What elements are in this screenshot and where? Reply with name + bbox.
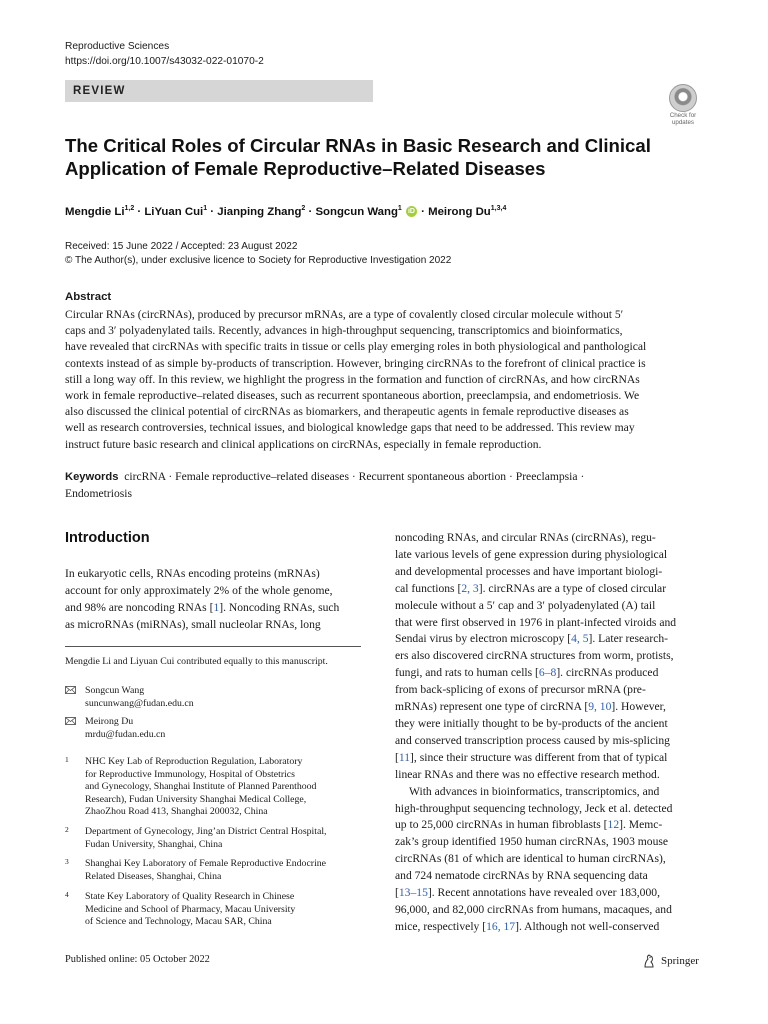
keywords-line-2: Endometriosis bbox=[65, 486, 132, 500]
abstract-body bbox=[65, 307, 701, 453]
text-line: high-throughput sequencing technology, Jeck et al. detected bbox=[395, 801, 673, 815]
abstract-heading: Abstract bbox=[65, 291, 112, 303]
contact-email[interactable]: suncunwang@fudan.edu.cn bbox=[85, 697, 194, 709]
citation-link[interactable]: 1 bbox=[213, 600, 220, 614]
mail-icon bbox=[65, 717, 76, 725]
text-line: mice, respectively [16, 17]. Although not well-conserved bbox=[395, 919, 660, 933]
journal-name: Reproductive Sciences bbox=[65, 41, 170, 52]
affiliation-2 bbox=[65, 826, 361, 852]
text-line: from back-splicing of exons of precursor mRNA (pre- bbox=[395, 683, 646, 697]
citation-link[interactable]: 9, 10 bbox=[588, 700, 612, 714]
mail-icon bbox=[65, 686, 76, 694]
text-line: and developmental processes and have important biologi- bbox=[395, 564, 663, 578]
paragraph bbox=[395, 784, 702, 936]
affiliation-number: 4 bbox=[65, 890, 69, 899]
journal-header bbox=[65, 39, 264, 69]
text-line: and conserved transcription process caused by mis-splicing bbox=[395, 733, 670, 747]
affiliation-line: ZhaoZhou Road 413, Shanghai 200032, China bbox=[85, 806, 268, 817]
text-line: ers also discovered circRNA structures from worm, protists, bbox=[395, 649, 674, 663]
abstract-line: caps and 3′ polyadenylated tails. Recently, advances in high-throughput sequencing, transcriptomics and bioinformatics, bbox=[65, 324, 623, 338]
citation-link[interactable]: 16, 17 bbox=[486, 919, 516, 933]
keywords-line-1: circRNA · Female reproductive–related diseases · Recurrent spontaneous abortion · Preeclampsia · bbox=[124, 470, 585, 483]
affiliation-line: Fudan University, Shanghai, China bbox=[85, 838, 223, 850]
citation-link[interactable]: 13–15 bbox=[398, 886, 428, 900]
affiliation-line: and Gynecology, Shanghai Institute of Planned Parenthood bbox=[85, 781, 317, 792]
text-line: [13–15]. Recent annotations have revealed over 183,000, bbox=[395, 886, 660, 900]
article-dates bbox=[65, 240, 565, 268]
section-label: REVIEW bbox=[65, 80, 373, 102]
abstract-line: work in female reproductive–related diseases, such as recurrent spontaneous abortion, preeclampsia, and endometriosis. We bbox=[65, 389, 640, 403]
contact-email[interactable]: mrdu@fudan.edu.cn bbox=[85, 728, 166, 740]
article-title bbox=[65, 134, 685, 180]
author-name[interactable]: Meirong Du bbox=[428, 205, 491, 218]
author-separator: · bbox=[207, 205, 218, 218]
affiliation-number: 3 bbox=[65, 857, 69, 866]
citation-link[interactable]: 4, 5 bbox=[571, 632, 589, 646]
text-line: In eukaryotic cells, RNAs encoding proteins (mRNAs) bbox=[65, 567, 320, 580]
abstract-line: contexts instead of as simple by-products of transcription. However, bringing circRNAs to the forefront of clinical practice is bbox=[65, 356, 646, 370]
text-line: Sendai virus by electron microscopy [4, 5]. Later research- bbox=[395, 632, 669, 646]
affiliation-line: Shanghai Key Laboratory of Female Reproductive Endocrine bbox=[85, 858, 327, 869]
author-separator: · bbox=[305, 205, 316, 218]
text-line: With advances in bioinformatics, transcriptomics, and bbox=[409, 784, 660, 798]
affiliation-line: Related Diseases, Shanghai, China bbox=[85, 870, 222, 882]
text-line: fungi, and rats to human cells [6–8]. circRNAs produced bbox=[395, 666, 659, 680]
abstract-line: also discussed the clinical potential of circRNAs as biomarkers, and therapeutic agents in female reproductive diseases as bbox=[65, 405, 629, 419]
text-line: that were first observed in 1976 in plant-infected viroids and bbox=[395, 615, 677, 629]
text-line: zak’s group identified 1950 human circRNAs, 1903 mouse bbox=[395, 835, 669, 849]
title-line-1: The Critical Roles of Circular RNAs in Basic Research and Clinical bbox=[65, 135, 651, 156]
affiliation-number: 2 bbox=[65, 825, 69, 834]
received-accepted: Received: 15 June 2022 / Accepted: 23 August 2022 bbox=[65, 241, 298, 252]
abstract-line: well as research controversies, technical issues, and biological knowledge gaps that need to be addressed. This review may bbox=[65, 421, 635, 435]
text-line: 96,000, and 82,000 circRNAs from humans, macaques, and bbox=[395, 902, 672, 916]
author-affiliation: 1 bbox=[203, 205, 208, 212]
text-line: circRNAs (81 of which are identical to human circRNAs), bbox=[395, 852, 666, 866]
author-affiliation: 1,3,4 bbox=[490, 205, 507, 212]
title-line-2: Application of Female Reproductive–Related Diseases bbox=[65, 158, 546, 179]
text-line: late various levels of gene expression during physiological bbox=[395, 547, 668, 561]
author-affiliation: 2 bbox=[301, 205, 306, 212]
intro-right-text bbox=[395, 530, 702, 936]
affiliation-line: NHC Key Lab of Reproduction Regulation, Laboratory bbox=[85, 756, 303, 767]
affiliation-1 bbox=[65, 756, 361, 820]
author-name[interactable]: Jianping Zhang bbox=[217, 205, 302, 218]
contact-name: Meirong Du bbox=[85, 716, 134, 727]
affiliation-line: of Science and Technology, Macau SAR, China bbox=[85, 916, 272, 927]
citation-link[interactable]: 2, 3 bbox=[461, 581, 479, 595]
abstract-line: still a long way off. In this review, we highlight the progress in the formation and function of circRNAs, and how circRNAs bbox=[65, 372, 640, 386]
intro-left-text bbox=[65, 566, 361, 634]
citation-link[interactable]: 6–8 bbox=[538, 666, 557, 680]
paragraph bbox=[395, 530, 702, 784]
springer-horse-icon bbox=[641, 953, 657, 969]
text-line: as microRNAs (miRNAs), small nucleolar RNAs, long bbox=[65, 617, 321, 631]
text-line: and 98% are noncoding RNAs [1]. Noncoding RNAs, such bbox=[65, 600, 340, 614]
contact-meirong-du bbox=[65, 716, 361, 742]
check-updates-icon bbox=[669, 84, 697, 112]
text-line: mRNAs) represent one type of circRNA [9, 10]. However, bbox=[395, 700, 666, 714]
affiliation-3 bbox=[65, 858, 361, 884]
equal-contribution-note: Mengdie Li and Liyuan Cui contributed equally to this manuscript. bbox=[65, 656, 328, 667]
text-line: they were initially thought to be by-products of the ancient bbox=[395, 716, 668, 730]
text-line: [11], since their structure was different from that of typical bbox=[395, 750, 668, 764]
citation-link[interactable]: 12 bbox=[607, 818, 620, 832]
abstract-line: instruct future basic research and clinical applications on circRNAs, especially in female reproduction. bbox=[65, 437, 542, 451]
affiliation-number: 1 bbox=[65, 755, 69, 764]
text-line: molecule without a 5′ cap and 3′ polyadenylated (A) tail bbox=[395, 598, 656, 612]
affiliation-line: Department of Gynecology, Jing’an District Central Hospital, bbox=[85, 826, 327, 837]
author-name[interactable]: Songcun Wang bbox=[315, 205, 398, 218]
author-list bbox=[65, 201, 705, 220]
badge-label: Check for updates bbox=[669, 112, 697, 126]
citation-link[interactable]: 11 bbox=[398, 750, 411, 764]
orcid-icon[interactable]: iD bbox=[407, 208, 415, 216]
affiliation-line: for Reproductive Immunology, Hospital of Obstetrics bbox=[85, 768, 295, 780]
author-separator: · bbox=[417, 205, 429, 218]
text-line: up to 25,000 circRNAs in human fibroblasts [12]. Memc- bbox=[395, 818, 663, 832]
text-line: noncoding RNAs, and circular RNAs (circRNAs), regu- bbox=[395, 531, 656, 544]
keywords bbox=[65, 469, 701, 501]
author-affiliation: 1 bbox=[397, 205, 402, 212]
author-name[interactable]: LiYuan Cui bbox=[144, 205, 204, 218]
publisher-name: Springer bbox=[661, 955, 699, 967]
abstract-line: have revealed that circRNAs with specific traits in tissue or cells play emerging roles in both physiological and panthological bbox=[65, 340, 647, 354]
keywords-label: Keywords bbox=[65, 471, 119, 483]
copyright: © The Author(s), under exclusive licence to Society for Reproductive Investigation 2022 bbox=[65, 255, 452, 266]
abstract-line: Circular RNAs (circRNAs), produced by precursor mRNAs, are a type of covalently closed circular molecule without 5′ bbox=[65, 308, 624, 321]
check-for-updates-badge[interactable] bbox=[664, 84, 702, 124]
text-line: account for only approximately 2% of the whole genome, bbox=[65, 583, 333, 597]
text-line: and 724 nematode circRNAs by RNA sequencing data bbox=[395, 869, 648, 883]
publisher-logo bbox=[641, 953, 699, 969]
contact-songcun-wang bbox=[65, 685, 361, 711]
text-line: cal functions [2, 3]. circRNAs are a type of closed circular bbox=[395, 581, 667, 595]
footnote-divider bbox=[65, 646, 361, 647]
affiliation-4 bbox=[65, 891, 361, 929]
author-affiliation: 1,2 bbox=[124, 205, 135, 212]
published-date: Published online: 05 October 2022 bbox=[65, 954, 210, 965]
doi-link[interactable]: https://doi.org/10.1007/s43032-022-01070-2 bbox=[65, 56, 264, 67]
author-separator: · bbox=[134, 205, 145, 218]
contact-name: Songcun Wang bbox=[85, 685, 145, 696]
author-name[interactable]: Mengdie Li bbox=[65, 205, 125, 218]
text-line: linear RNAs and there was no effective research method. bbox=[395, 767, 660, 781]
affiliation-line: Medicine and School of Pharmacy, Macau University bbox=[85, 903, 296, 915]
affiliation-line: State Key Laboratory of Quality Research in Chinese bbox=[85, 891, 295, 902]
affiliation-line: Research), Fudan University Shanghai Medical College, bbox=[85, 793, 307, 805]
introduction-heading: Introduction bbox=[65, 530, 150, 546]
